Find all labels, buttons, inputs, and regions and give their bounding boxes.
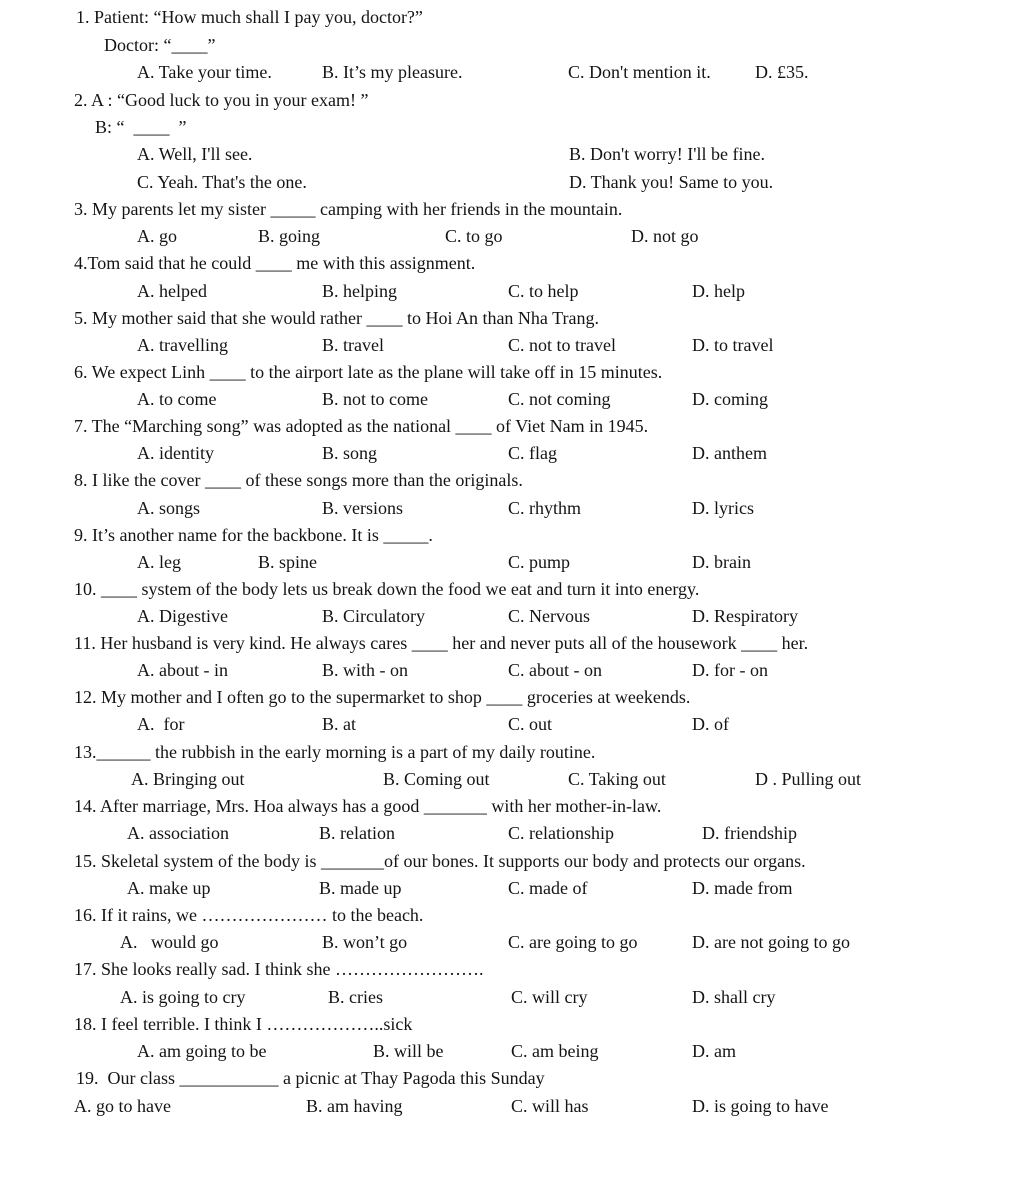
question-1-stem: 1. Patient: “How much shall I pay you, doctor?” <box>76 7 423 27</box>
question-3-option-c[interactable]: C. to go <box>445 226 503 246</box>
question-1-option-d[interactable]: D. £35. <box>755 62 809 82</box>
question-17-option-a[interactable]: A. is going to cry <box>120 987 246 1007</box>
question-19-option-b[interactable]: B. am having <box>306 1096 403 1116</box>
question-10-option-b[interactable]: B. Circulatory <box>322 606 425 626</box>
question-2-option-b[interactable]: B. Don't worry! I'll be fine. <box>569 144 765 164</box>
question-17-option-d[interactable]: D. shall cry <box>692 987 776 1007</box>
question-2-option-c[interactable]: C. Yeah. That's the one. <box>137 172 307 192</box>
question-10-option-d[interactable]: D. Respiratory <box>692 606 798 626</box>
question-17-stem: 17. She looks really sad. I think she ……………………. <box>74 959 484 979</box>
question-5-option-a[interactable]: A. travelling <box>137 335 228 355</box>
question-15-option-b[interactable]: B. made up <box>319 878 402 898</box>
question-3-option-a[interactable]: A. go <box>137 226 177 246</box>
question-5-option-b[interactable]: B. travel <box>322 335 384 355</box>
question-7-option-a[interactable]: A. identity <box>137 443 214 463</box>
question-11-option-c[interactable]: C. about - on <box>508 660 602 680</box>
question-19-option-c[interactable]: C. will has <box>511 1096 589 1116</box>
question-8-option-c[interactable]: C. rhythm <box>508 498 582 518</box>
question-8-stem: 8. I like the cover ____ of these songs more than the originals. <box>74 470 523 490</box>
question-18-option-d[interactable]: D. am <box>692 1041 736 1061</box>
question-2-dialogue-response: B: “ ____ ” <box>95 117 187 137</box>
question-6-option-b[interactable]: B. not to come <box>322 389 428 409</box>
question-18-option-b[interactable]: B. will be <box>373 1041 444 1061</box>
question-6-option-d[interactable]: D. coming <box>692 389 768 409</box>
question-2-stem: 2. A : “Good luck to you in your exam! ” <box>74 90 369 110</box>
question-11-option-a[interactable]: A. about - in <box>137 660 228 680</box>
question-9-stem: 9. It’s another name for the backbone. It is _____. <box>74 525 433 545</box>
question-7-option-b[interactable]: B. song <box>322 443 378 463</box>
question-1-option-b[interactable]: B. It’s my pleasure. <box>322 62 463 82</box>
question-12-option-b[interactable]: B. at <box>322 714 356 734</box>
question-3-option-b[interactable]: B. going <box>258 226 321 246</box>
question-10-option-a[interactable]: A. Digestive <box>137 606 228 626</box>
question-18-option-a[interactable]: A. am going to be <box>137 1041 267 1061</box>
question-19-option-d[interactable]: D. is going to have <box>692 1096 829 1116</box>
question-11-option-b[interactable]: B. with - on <box>322 660 409 680</box>
question-10-stem: 10. ____ system of the body lets us break down the food we eat and turn it into energy. <box>74 579 700 599</box>
question-15-option-d[interactable]: D. made from <box>692 878 793 898</box>
question-16-stem: 16. If it rains, we ………………… to the beach. <box>74 905 424 925</box>
question-5-stem: 5. My mother said that she would rather ____ to Hoi An than Nha Trang. <box>74 308 599 328</box>
question-6-option-a[interactable]: A. to come <box>137 389 217 409</box>
question-18-stem: 18. I feel terrible. I think I ………………..sick <box>74 1014 413 1034</box>
question-1-option-a[interactable]: A. Take your time. <box>137 62 272 82</box>
question-4-option-d[interactable]: D. help <box>692 281 745 301</box>
question-11-option-d[interactable]: D. for - on <box>692 660 768 680</box>
question-17-option-b[interactable]: B. cries <box>328 987 383 1007</box>
question-13-option-a[interactable]: A. Bringing out <box>131 769 245 789</box>
question-7-option-d[interactable]: D. anthem <box>692 443 767 463</box>
question-2-option-a[interactable]: A. Well, I'll see. <box>137 144 253 164</box>
question-14-option-d[interactable]: D. friendship <box>702 823 797 843</box>
question-14-option-b[interactable]: B. relation <box>319 823 395 843</box>
question-9-option-d[interactable]: D. brain <box>692 552 751 572</box>
question-9-option-a[interactable]: A. leg <box>137 552 181 572</box>
question-13-option-c[interactable]: C. Taking out <box>568 769 666 789</box>
question-16-option-d[interactable]: D. are not going to go <box>692 932 850 952</box>
question-16-option-b[interactable]: B. won’t go <box>322 932 408 952</box>
question-13-option-d[interactable]: D . Pulling out <box>755 769 862 789</box>
question-12-option-a[interactable]: A. for <box>137 714 185 734</box>
question-9-option-b[interactable]: B. spine <box>258 552 318 572</box>
question-14-option-c[interactable]: C. relationship <box>508 823 614 843</box>
question-12-option-d[interactable]: D. of <box>692 714 729 734</box>
question-19-stem: 19. Our class ___________ a picnic at Thay Pagoda this Sunday <box>76 1068 545 1088</box>
question-15-stem: 15. Skeletal system of the body is _______of our bones. It supports our body and protects our organs. <box>74 851 806 871</box>
question-19-option-a[interactable]: A. go to have <box>74 1096 171 1116</box>
question-15-option-c[interactable]: C. made of <box>508 878 588 898</box>
question-9-option-c[interactable]: C. pump <box>508 552 571 572</box>
question-6-stem: 6. We expect Linh ____ to the airport late as the plane will take off in 15 minutes. <box>74 362 663 382</box>
question-5-option-c[interactable]: C. not to travel <box>508 335 616 355</box>
question-8-option-d[interactable]: D. lyrics <box>692 498 754 518</box>
question-7-option-c[interactable]: C. flag <box>508 443 557 463</box>
question-3-stem: 3. My parents let my sister _____ camping with her friends in the mountain. <box>74 199 623 219</box>
question-13-option-b[interactable]: B. Coming out <box>383 769 490 789</box>
question-16-option-c[interactable]: C. are going to go <box>508 932 638 952</box>
question-4-option-c[interactable]: C. to help <box>508 281 579 301</box>
question-4-stem: 4.Tom said that he could ____ me with this assignment. <box>74 253 476 273</box>
question-10-option-c[interactable]: C. Nervous <box>508 606 590 626</box>
question-16-option-a[interactable]: A. would go <box>120 932 219 952</box>
question-6-option-c[interactable]: C. not coming <box>508 389 611 409</box>
question-3-option-d[interactable]: D. not go <box>631 226 699 246</box>
question-17-option-c[interactable]: C. will cry <box>511 987 588 1007</box>
question-11-stem: 11. Her husband is very kind. He always cares ____ her and never puts all of the housework ____ her. <box>74 633 809 653</box>
question-8-option-b[interactable]: B. versions <box>322 498 403 518</box>
question-8-option-a[interactable]: A. songs <box>137 498 201 518</box>
question-1-dialogue-response: Doctor: “____” <box>104 35 216 55</box>
question-7-stem: 7. The “Marching song” was adopted as the national ____ of Viet Nam in 1945. <box>74 416 649 436</box>
question-4-option-b[interactable]: B. helping <box>322 281 397 301</box>
question-14-option-a[interactable]: A. association <box>127 823 229 843</box>
question-12-stem: 12. My mother and I often go to the supermarket to shop ____ groceries at weekends. <box>74 687 691 707</box>
question-14-stem: 14. After marriage, Mrs. Hoa always has a good _______ with her mother-in-law. <box>74 796 662 816</box>
question-18-option-c[interactable]: C. am being <box>511 1041 599 1061</box>
question-12-option-c[interactable]: C. out <box>508 714 553 734</box>
question-2-option-d[interactable]: D. Thank you! Same to you. <box>569 172 774 192</box>
question-15-option-a[interactable]: A. make up <box>127 878 211 898</box>
question-1-option-c[interactable]: C. Don't mention it. <box>568 62 711 82</box>
question-13-stem: 13.______ the rubbish in the early morning is a part of my daily routine. <box>74 742 596 762</box>
question-4-option-a[interactable]: A. helped <box>137 281 207 301</box>
question-5-option-d[interactable]: D. to travel <box>692 335 774 355</box>
